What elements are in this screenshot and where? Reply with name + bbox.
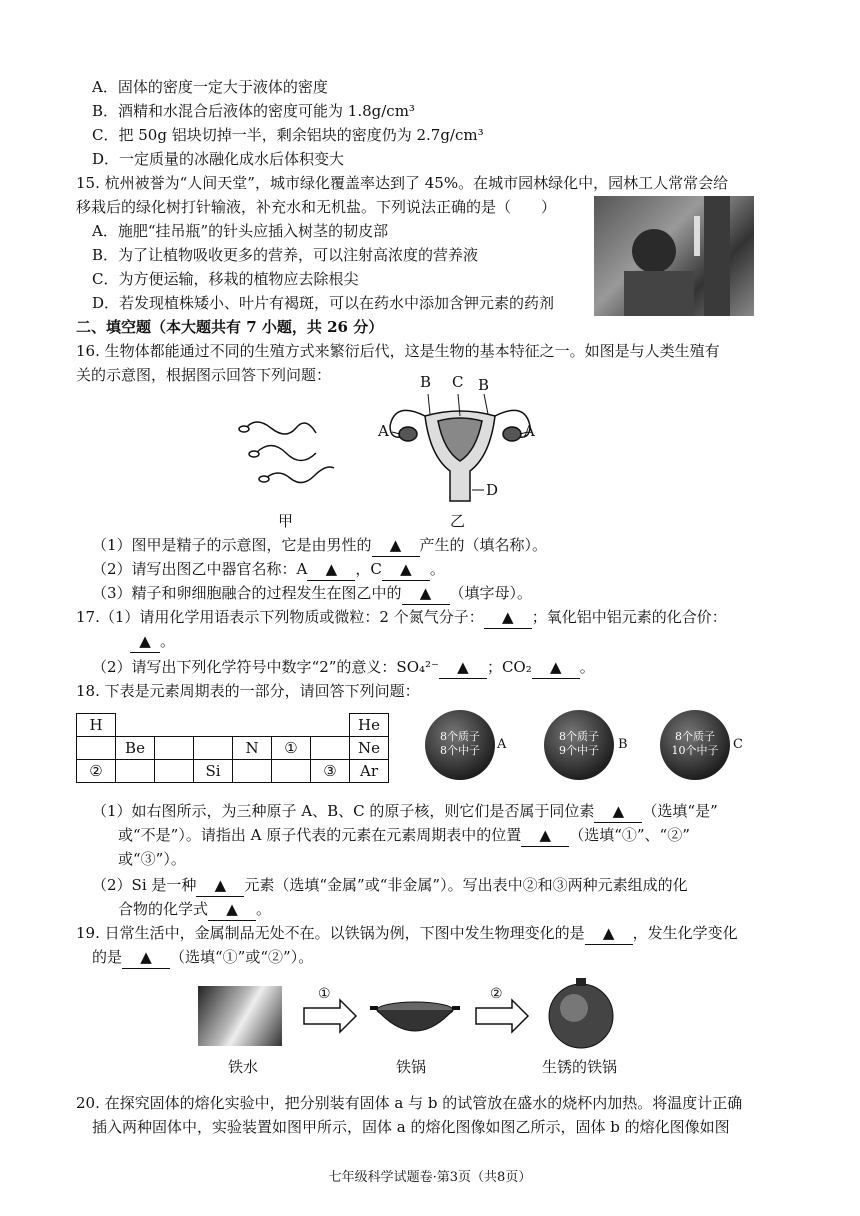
figure-yi-label: 乙: [450, 512, 466, 530]
q18-stem: 18. 下表是元素周期表的一部分，请回答下列问题：: [76, 682, 420, 700]
step-1-label: ①: [318, 986, 331, 1002]
answer-blank[interactable]: [130, 630, 160, 653]
q15-option-d: D．若发现植株矮小、叶片有褐斑，可以在药水中添加含钾元素的药剂: [92, 294, 555, 312]
q15-option-c: C．为方便运输，移栽的植物应去除根尖: [92, 270, 359, 288]
label-b-left: B: [420, 373, 432, 391]
caption-iron-wok: 铁锅: [396, 1058, 427, 1076]
answer-blank[interactable]: [307, 558, 355, 581]
pt-cell: Ne: [350, 737, 389, 760]
q19-line2: [92, 946, 313, 969]
rusty-wok: [546, 976, 616, 1052]
nucleus-b-protons: 8个质子: [559, 730, 599, 743]
q16-sub2-text: （2）请写出图乙中器官名称：A: [92, 560, 308, 578]
pt-cell: Si: [194, 760, 233, 783]
q16-sub3-text: （3）精子和卵细胞融合的过程发生在图乙中的: [92, 584, 402, 602]
answer-blank[interactable]: [372, 534, 420, 557]
answer-blank[interactable]: [484, 606, 532, 629]
pt-cell-empty: [311, 714, 350, 737]
q19-line1-tail: ，发生化学变化: [632, 924, 738, 942]
q16-stem-line2: 关的示意图，根据图示回答下列问题：: [76, 366, 332, 384]
answer-blank[interactable]: [122, 946, 170, 969]
q14-option-d: D．一定质量的冰融化成水后体积变大: [92, 150, 345, 168]
pt-cell: [311, 737, 350, 760]
q18-sub2-line1: [92, 874, 688, 897]
q15-stem-line2: 移栽后的绿化树打针输液，补充水和无机盐。下列说法正确的是（ ）: [76, 198, 557, 216]
q17-line1-text: 17.（1）请用化学用语表示下列物质或微粒：2 个氮气分子：: [76, 608, 484, 626]
q18-sub2-line2: [118, 898, 271, 921]
q19-line2-text: 的是: [92, 948, 123, 966]
pt-cell-empty: [155, 714, 194, 737]
page-footer: 七年级科学试题卷·第3页（共8页）: [328, 1170, 532, 1185]
nucleus-a-protons: 8个质子: [440, 730, 480, 743]
q18-sub1-line1: [92, 800, 718, 823]
q19-line1: [76, 922, 738, 945]
q16-sub2-mid: ，C: [355, 560, 382, 578]
periodic-row-3: [77, 760, 389, 783]
q17-line1: [76, 606, 727, 629]
nucleus-a: [425, 710, 495, 780]
q14-option-c: C．把 50g 铝块切掉一半，剩余铝块的密度仍为 2.7g/cm³: [92, 126, 484, 144]
q16-sub3: [92, 582, 532, 605]
pt-cell: [77, 737, 116, 760]
q20-line1: 20. 在探究固体的熔化实验中，把分别装有固体 a 与 b 的试管放在盛水的烧杯内加热。将温度计正确: [76, 1094, 743, 1112]
answer-blank[interactable]: [439, 656, 487, 679]
pt-cell-empty: [194, 714, 233, 737]
caption-molten-iron: 铁水: [228, 1058, 259, 1076]
q18-sub1-tail: （选填“是”: [642, 802, 718, 820]
nucleus-b: [544, 710, 614, 780]
nucleus-c-neutrons: 10个中子: [671, 744, 719, 757]
pt-cell-empty: [272, 714, 311, 737]
label-d: D: [486, 481, 499, 499]
q18-sub2-l2-text: 合物的化学式: [118, 900, 209, 918]
q17-line2-tail: 。: [160, 632, 176, 650]
q16-sub1-tail: 产生的（填名称）。: [419, 536, 548, 554]
molten-iron-photo: [198, 986, 282, 1046]
q16-sub1-text: （1）图甲是精子的示意图，它是由男性的: [92, 536, 372, 554]
pt-cell: [155, 737, 194, 760]
answer-blank[interactable]: [402, 582, 450, 605]
q17-line3-tail: 。: [579, 658, 595, 676]
q18-sub1-line3: 或“③”）。: [118, 850, 186, 868]
pt-cell-empty: [116, 714, 155, 737]
nucleus-c: [660, 710, 730, 780]
tree-infusion-photo: [594, 196, 754, 316]
label-a-right: A: [524, 422, 535, 440]
pt-cell: N: [233, 737, 272, 760]
nucleus-c-protons: 8个质子: [675, 730, 715, 743]
q14-option-b: B．酒精和水混合后液体的密度可能为 1.8g/cm³: [92, 102, 415, 120]
q15-option-a: A．施肥“挂吊瓶”的针头应插入树茎的韧皮部: [92, 222, 389, 240]
q16-sub2-tail: 。: [429, 560, 445, 578]
nucleus-c-label: C: [733, 737, 743, 752]
pt-cell: ③: [311, 760, 350, 783]
q16-sub2: [92, 558, 445, 581]
answer-blank[interactable]: [532, 656, 580, 679]
label-b-right: B: [478, 376, 490, 394]
pt-cell: He: [350, 714, 389, 737]
q18-sub2-text: （2）Si 是一种: [92, 876, 197, 894]
pt-cell-empty: [233, 714, 272, 737]
nucleus-b-label: B: [618, 737, 628, 752]
pt-cell: [155, 760, 194, 783]
pt-cell: [233, 760, 272, 783]
sperm-diagram: [236, 408, 346, 488]
q16-sub1: [92, 534, 547, 557]
caption-rusty-wok: 生锈的铁锅: [542, 1058, 618, 1076]
q14-option-a: A．固体的密度一定大于液体的密度: [92, 78, 328, 96]
pt-cell: [116, 760, 155, 783]
nucleus-a-label: A: [497, 737, 507, 752]
q16-stem-line1: 16. 生物体都能通过不同的生殖方式来繁衍后代，这是生物的基本特征之一。如图是与人类生殖有: [76, 342, 720, 360]
q17-line3-text: （2）请写出下列化学符号中数字“2”的意义：SO₄²⁻: [92, 658, 439, 676]
label-c: C: [452, 373, 464, 391]
q17-line3: [92, 656, 595, 679]
pt-cell: ①: [272, 737, 311, 760]
figure-jia-label: 甲: [278, 512, 294, 530]
periodic-row-2: [77, 737, 389, 760]
answer-blank[interactable]: [196, 874, 244, 897]
pt-cell: Be: [116, 737, 155, 760]
q19-line1-text: 19. 日常生活中，金属制品无处不在。以铁锅为例，下图中发生物理变化的是: [76, 924, 585, 942]
q16-sub3-tail: （填字母）。: [449, 584, 533, 602]
answer-blank[interactable]: [382, 558, 430, 581]
step-2-label: ②: [490, 986, 503, 1002]
pt-cell: [272, 760, 311, 783]
q17-line1-tail: ；氧化铝中铝元素的化合价：: [531, 608, 727, 626]
answer-blank[interactable]: [521, 824, 569, 847]
periodic-table-fragment: [76, 713, 389, 783]
female-reproductive-diagram: [380, 376, 540, 511]
pt-cell: [194, 737, 233, 760]
q20-line2: 插入两种固体中，实验装置如图甲所示，固体 a 的熔化图像如图乙所示，固体 b 的熔化图像如图: [92, 1118, 730, 1136]
label-a-left: A: [378, 422, 389, 440]
pt-cell: ②: [77, 760, 116, 783]
answer-blank[interactable]: [585, 922, 633, 945]
pt-cell: Ar: [350, 760, 389, 783]
iron-wok: [370, 996, 460, 1044]
q18-sub1-l2-tail: （选填“①”、“②”: [569, 826, 690, 844]
q18-sub1-line2: [118, 824, 690, 847]
q18-sub1-l2-text: 或“不是”）。请指出 A 原子代表的元素在元素周期表中的位置: [118, 826, 522, 844]
nucleus-a-neutrons: 8个中子: [440, 744, 480, 757]
q18-sub1-text: （1）如右图所示，为三种原子 A、B、C 的原子核，则它们是否属于同位素: [92, 802, 595, 820]
answer-blank[interactable]: [594, 800, 642, 823]
tree-infusion-illustration: [594, 196, 754, 316]
q17-line3-mid: ；CO₂: [486, 658, 532, 676]
q15-option-b: B．为了让植物吸收更多的营养，可以注射高浓度的营养液: [92, 246, 479, 264]
q18-sub2-l2-tail: 。: [256, 900, 272, 918]
q15-stem-line1: 15. 杭州被誉为“人间天堂”，城市绿化覆盖率达到了 45%。在城市园林绿化中，园林工人常常会给: [76, 174, 729, 192]
answer-blank[interactable]: [208, 898, 256, 921]
q17-line2: [130, 630, 175, 653]
periodic-row-1: [77, 714, 389, 737]
pt-cell: H: [77, 714, 116, 737]
section-fill-in-title: 二、填空题（本大题共有 7 小题，共 26 分）: [76, 318, 384, 336]
q19-line2-tail: （选填“①”或“②”）。: [170, 948, 314, 966]
nucleus-b-neutrons: 9个中子: [559, 744, 599, 757]
q18-sub2-tail: 元素（选填“金属”或“非金属”）。写出表中②和③两种元素组成的化: [244, 876, 688, 894]
